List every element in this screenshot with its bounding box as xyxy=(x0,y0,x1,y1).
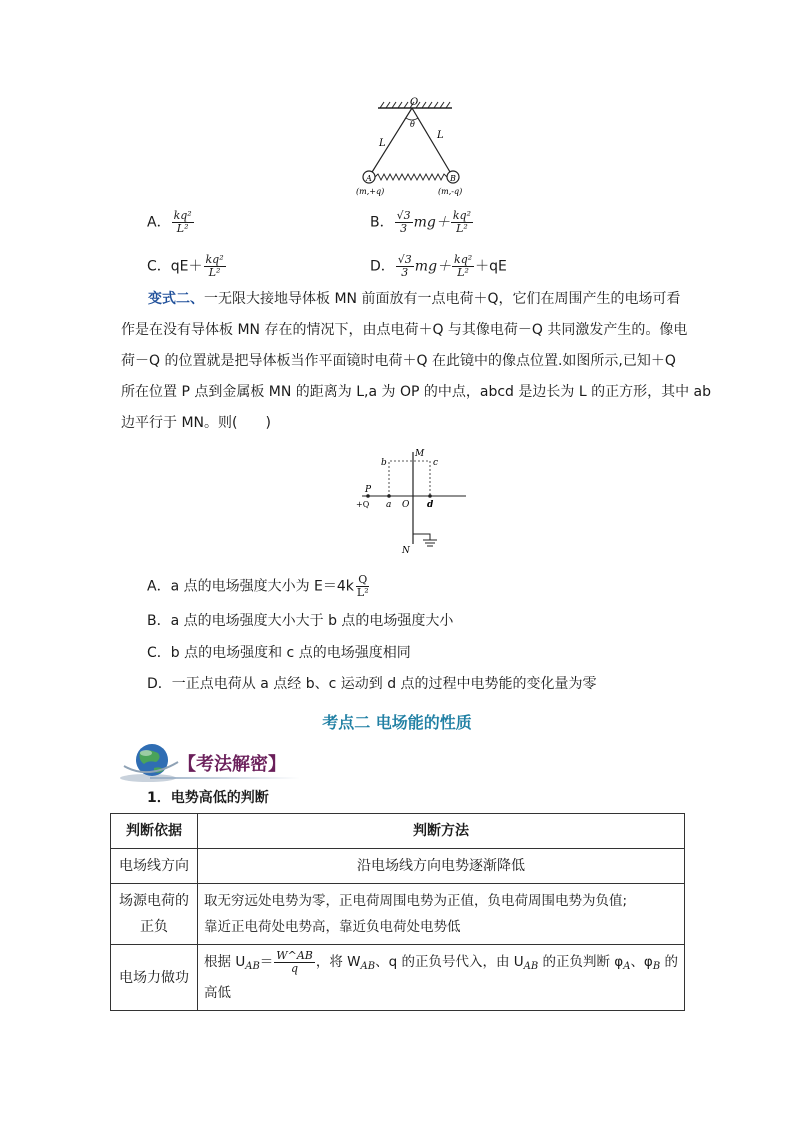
header-method: 判断方法 xyxy=(198,814,685,849)
label-L-right: L xyxy=(437,130,444,141)
option-d: D． $\frac{√3}{3}$ mg＋ $\frac{\text{kq²}}{\text{L²}}$ ＋qE xyxy=(370,253,507,279)
label-B: B xyxy=(450,174,456,183)
figure-plate xyxy=(350,444,470,556)
fraction: $\frac{\text{kq²}}{\text{L²}}$ xyxy=(173,209,192,235)
label-L-left: L xyxy=(379,138,386,149)
fraction: $\frac{Q}{\text{L²}}$ xyxy=(356,573,369,599)
option-a: A． $\frac{\text{kq²}}{\text{L²}}$ xyxy=(147,209,192,235)
fraction: $\frac{√3}{3}$ xyxy=(396,209,411,235)
fraction: $\frac{\text{kq²}}{\text{L²}}$ xyxy=(452,209,471,235)
fraction: $\frac{\text{kq²}}{\text{L²}}$ xyxy=(454,253,473,279)
section-title: 考点二 电场能的性质 xyxy=(322,713,472,732)
table-row xyxy=(111,849,685,884)
option-c: C．qE＋ $\frac{\text{kq²}}{\text{L²}}$ xyxy=(147,253,224,279)
label-Q: +Q xyxy=(356,500,370,509)
label-b: b xyxy=(381,458,387,468)
banner-underline xyxy=(150,777,300,779)
label-P: P xyxy=(365,485,372,495)
label-N: N xyxy=(402,546,410,556)
label-a: a xyxy=(386,500,392,510)
table-row xyxy=(111,884,685,945)
criteria-table xyxy=(110,813,685,1011)
label-d: d xyxy=(427,500,434,510)
fraction: $\frac{√3}{3}$ xyxy=(397,253,412,279)
label-A: A xyxy=(366,174,372,183)
label-mass-A: (m,+q) xyxy=(356,187,385,196)
variant2-paragraph: 变式二、一无限大接地导体板 MN 前面放有一点电荷＋Q，它们在周围产生的电场可看 作是在没有导体板 MN 存在的情况下，由点电荷＋Q 与其像电荷－Q 共同激发产生的。像电 荷－Q 的位置就是把导体板当作平面镜时电荷＋Q 在此镜中的像点位置.如图所示,已知＋Q 所在位置 P 点到金属板 MN 的距离为 L,a 为 OP 的中点，abcd 是边长为 L 的正方形，其中 ab 边平行于 MN。则( ) xyxy=(121,291,712,431)
q2-option-a: A．a 点的电场强度大小为 E＝4k $\frac{Q}{\text{L²}}$ xyxy=(147,573,369,599)
label-theta: θ xyxy=(410,120,415,129)
option-b: B． $\frac{√3}{3}$ mg＋ $\frac{\text{kq²}}{\text{L²}}$ xyxy=(370,209,471,235)
table-cell: 沿电场线方向电势逐渐降低 xyxy=(198,849,685,884)
label-O2: O xyxy=(402,500,410,510)
table-row xyxy=(111,814,685,849)
q2-option-d: D．一正点电荷从 a 点经 b、c 运动到 d 点的过程中电势能的变化量为零 xyxy=(147,676,597,692)
table-cell: 电场力做功 xyxy=(111,945,198,1011)
table-cell: 场源电荷的正负 xyxy=(111,884,198,945)
table-cell: 取无穷远处电势为零，正电荷周围电势为正值，负电荷周围电势为负值; 靠近正电荷处电势高，靠近负电荷处电势低 xyxy=(198,884,685,945)
table-cell: 电场线方向 xyxy=(111,849,198,884)
figure-pendulum xyxy=(340,96,480,196)
label-M: M xyxy=(415,449,425,459)
table-row xyxy=(111,945,685,1011)
fraction: $\frac{\text{kq²}}{\text{L²}}$ xyxy=(205,253,224,279)
fraction: $\frac{W\^{}AB}{q}$ xyxy=(276,948,313,975)
q2-option-c: C．b 点的电场强度和 c 点的电场强度相同 xyxy=(147,645,411,661)
q2-option-b: B．a 点的电场强度大小大于 b 点的电场强度大小 xyxy=(147,613,454,629)
banner-title: 【考法解密】 xyxy=(178,754,286,775)
subheading: 1．电势高低的判断 xyxy=(147,790,269,806)
table-cell: 根据 $U_{AB}=$ $\frac{W\^{}AB}{q}$ ，将 $W_{AB}$、q 的正负号代入，由 $U_{AB}$ 的正负判断 $\varphi_A$、$\varphi_B$ 的 高低 xyxy=(198,945,685,1011)
header-basis: 判断依据 xyxy=(111,814,198,849)
label-mass-B: (m,-q) xyxy=(438,187,463,196)
label-c: c xyxy=(433,458,439,468)
variant2-title: 变式二、 xyxy=(148,291,204,307)
label-O: O xyxy=(410,97,419,108)
